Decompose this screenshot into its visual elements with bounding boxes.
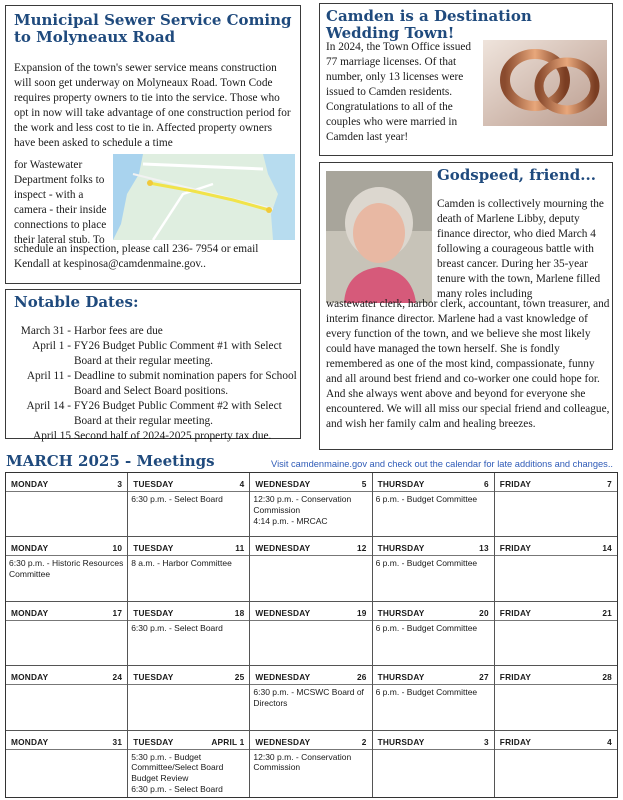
wedding-rings-image: [483, 40, 607, 126]
meeting-event: 6 p.m. - Budget Committee: [375, 494, 478, 504]
day-events: [128, 750, 249, 798]
day-number: 19: [356, 607, 367, 618]
calendar-day-header: [128, 473, 249, 492]
weekday-label: FRIDAY: [499, 607, 532, 618]
day-number: 31: [112, 736, 123, 747]
godspeed-article: [319, 162, 613, 450]
meeting-event: 6:30 p.m. - Select Board: [131, 622, 223, 633]
date-label: April 1 -: [32, 340, 71, 353]
calendar-day-cell: [373, 731, 495, 798]
calendar-website-note[interactable]: Visit camdenmaine.gov and check out the calendar for late additions and changes..: [271, 459, 613, 469]
day-number: 17: [112, 607, 123, 618]
calendar-day-header: [6, 731, 127, 750]
day-number: 24: [112, 672, 123, 683]
calendar-day-cell: [6, 473, 128, 537]
calendar-day-cell: [373, 666, 495, 730]
weekday-label: MONDAY: [11, 672, 49, 683]
day-number: 21: [602, 607, 612, 618]
notable-dates-title: Notable Dates:: [14, 293, 139, 311]
day-events: [373, 685, 494, 700]
calendar-day-cell: [495, 602, 617, 666]
calendar-day-header: [6, 537, 127, 556]
calendar-day-cell: [373, 602, 495, 666]
calendar-day-header: [373, 473, 494, 492]
day-number: 20: [479, 607, 489, 618]
weekday-label: FRIDAY: [499, 672, 532, 683]
day-number: 7: [607, 479, 612, 489]
meeting-event: 12:30 p.m. - Conservation Commission: [253, 494, 352, 515]
calendar-title: MARCH 2025 - Meetings: [6, 452, 215, 470]
calendar-day-cell: [128, 473, 250, 537]
calendar-day-header: [495, 666, 617, 685]
marlene-libby-portrait-image: [326, 171, 432, 303]
day-number: 28: [602, 672, 612, 683]
day-events: [6, 492, 127, 496]
calendar-day-cell: [373, 473, 495, 537]
day-number: APRIL 1: [211, 736, 245, 747]
calendar-day-cell: [128, 537, 250, 601]
calendar-day-header: [6, 473, 127, 492]
date-text: Second half of 2024-2025 property tax due.: [74, 430, 272, 443]
calendar-day-cell: [250, 731, 372, 798]
calendar-day-header: [128, 537, 249, 556]
meeting-event: 6 p.m. - Budget Committee: [375, 558, 478, 569]
day-number: 26: [356, 672, 367, 683]
weekday-label: THURSDAY: [377, 607, 425, 618]
meeting-event: 6 p.m. - Budget Committee: [375, 687, 478, 698]
day-events: [495, 685, 617, 689]
day-number: 4: [239, 479, 245, 489]
date-text: Deadline to submit nomination papers for School Board and Select Board positions.: [74, 370, 297, 398]
day-events: [250, 621, 371, 625]
day-events: [128, 621, 249, 636]
day-events: [6, 750, 127, 754]
calendar-day-cell: [6, 537, 128, 601]
day-events: [6, 556, 127, 582]
day-number: 3: [117, 479, 123, 489]
weekday-label: TUESDAY: [133, 479, 174, 489]
calendar-day-cell: [6, 731, 128, 798]
date-label: April 15: [33, 430, 71, 443]
day-events: [373, 621, 494, 636]
date-label: April 14 -: [26, 400, 71, 413]
day-events: [495, 750, 617, 754]
weekday-label: MONDAY: [11, 736, 49, 747]
weekday-label: WEDNESDAY: [255, 607, 311, 618]
calendar-day-cell: [373, 537, 495, 601]
meeting-event: 8 a.m. - Harbor Committee: [131, 558, 232, 569]
weekday-label: MONDAY: [11, 607, 49, 618]
day-number: 11: [235, 543, 245, 554]
weekday-label: FRIDAY: [499, 736, 532, 747]
meeting-event: 12:30 p.m. - Conservation Commission: [253, 751, 352, 773]
day-number: 6: [483, 479, 489, 489]
day-events: [373, 492, 494, 507]
sewer-paragraph-1: Expansion of the town's sewer service means construction will soon get underway on Molyneaux Road. Town Code requires property owners to tie into the service. Those who opt in now will take advantage of one construction period for the work and less cost to tie in. Affected property owners have been asked to schedule a time: [14, 62, 291, 150]
calendar-day-cell: [128, 731, 250, 798]
sewer-route-map-image: [113, 154, 295, 240]
day-events: [495, 492, 617, 496]
day-events: [250, 685, 371, 711]
calendar-day-cell: [250, 473, 372, 537]
meeting-event: 4:14 p.m. - MRCAC: [253, 515, 328, 526]
date-label: April 11 -: [26, 370, 71, 383]
date-label: March 31 -: [20, 325, 71, 337]
godspeed-title: Godspeed, friend...: [437, 166, 596, 184]
day-number: 3: [483, 736, 489, 747]
calendar-day-header: [6, 666, 127, 685]
weekday-label: THURSDAY: [377, 543, 425, 554]
calendar-day-header: [373, 602, 494, 621]
weekday-label: FRIDAY: [499, 543, 532, 554]
calendar-day-header: [6, 602, 127, 621]
weekday-label: MONDAY: [11, 543, 49, 554]
calendar-day-header: [495, 731, 617, 750]
day-events: [495, 556, 617, 560]
calendar-day-header: [495, 602, 617, 621]
meeting-event: 6:30 p.m. - Historic Resources Committee: [9, 558, 124, 580]
wedding-article: [319, 3, 613, 156]
sewer-paragraph-2: for Wastewater Department folks to inspect - with a camera - their inside connections to place their lateral stub. To: [14, 159, 107, 247]
calendar-day-header: [373, 537, 494, 556]
weekday-label: WEDNESDAY: [255, 672, 311, 683]
meeting-event: 6:30 p.m. - MCSWC Board of Directors: [253, 687, 364, 708]
wedding-paragraph: In 2024, the Town Office issued 77 marriage licenses. Of that number, only 13 licenses were issued to Camden residents. Congratulations to all of the couples who were married in Camden last year!: [326, 41, 472, 144]
meeting-event: 6:30 p.m. - Select Board: [131, 784, 223, 795]
meetings-calendar: [5, 472, 618, 798]
date-item: [12, 324, 298, 339]
weekday-label: WEDNESDAY: [255, 736, 311, 747]
day-events: [495, 621, 617, 625]
wedding-title: Camden is a Destination Wedding Town!: [326, 7, 532, 43]
day-number: 13: [479, 543, 489, 554]
calendar-day-cell: [495, 473, 617, 537]
godspeed-paragraph-1: Camden is collectively mourning the death of Marlene Libby, deputy finance director, who died March 4 following a courageous battle with breast cancer. During her 35-year tenure with the town, Marlene filled many roles including: [437, 198, 604, 301]
day-number: 25: [234, 672, 245, 683]
calendar-day-header: [373, 731, 494, 750]
calendar-day-header: [250, 731, 371, 750]
meeting-event: 5:30 p.m. - Budget Committee/Select Board Budget Review: [131, 751, 224, 784]
weekday-label: TUESDAY: [133, 607, 174, 618]
day-events: [250, 750, 371, 776]
date-text: FY26 Budget Public Comment #1 with Select Board at their regular meeting.: [74, 340, 282, 368]
calendar-day-cell: [495, 666, 617, 730]
day-number: 4: [607, 736, 612, 747]
sewer-article: [5, 5, 301, 284]
meeting-event: 6:30 p.m. - Select Board: [131, 494, 223, 504]
day-number: 12: [356, 543, 367, 554]
meeting-event: 6 p.m. - Budget Committee: [375, 622, 478, 633]
sewer-title: Municipal Sewer Service Coming to Molyneaux Road: [14, 11, 292, 47]
weekday-label: WEDNESDAY: [255, 543, 311, 554]
calendar-day-header: [373, 666, 494, 685]
date-item: [12, 339, 298, 369]
day-events: [128, 492, 249, 507]
weekday-label: TUESDAY: [133, 672, 174, 683]
notable-dates-list: [12, 324, 298, 444]
calendar-day-cell: [250, 666, 372, 730]
date-text: FY26 Budget Public Comment #2 with Select Board at their regular meeting.: [74, 400, 282, 428]
weekday-label: TUESDAY: [133, 736, 174, 747]
weekday-label: MONDAY: [11, 479, 49, 489]
calendar-day-cell: [495, 731, 617, 798]
day-events: [6, 621, 127, 625]
day-number: 18: [234, 607, 245, 618]
weekday-label: THURSDAY: [377, 479, 425, 489]
calendar-day-header: [250, 666, 371, 685]
date-item: [12, 399, 298, 429]
date-text: Harbor fees are due: [74, 325, 163, 337]
calendar-day-header: [495, 473, 617, 492]
notable-dates: [5, 289, 301, 443]
calendar-day-cell: [495, 537, 617, 601]
day-events: [128, 685, 249, 689]
calendar-day-header: [250, 602, 371, 621]
date-item: [12, 369, 298, 399]
day-events: [250, 492, 371, 529]
day-events: [250, 556, 371, 560]
godspeed-paragraph-2: wastewater clerk, harbor clerk, accountant, town treasurer, and interim finance director. Marlene had a vast knowledge of every function of the town, and we believe she most likely could have managed the town herself. She is fondly remembered as one of the most kind, compassionate, funny and all around best friend and co-worker one could hope for. And she always went above and beyond for everyone she encountered. We will all miss our special friend and colleague, and wish her family calm and healing breezes.: [326, 298, 610, 431]
weekday-label: TUESDAY: [133, 543, 174, 554]
day-events: [373, 556, 494, 571]
day-number: 5: [361, 479, 367, 489]
weekday-label: THURSDAY: [377, 736, 425, 747]
day-number: 14: [602, 543, 612, 554]
calendar-day-cell: [250, 537, 372, 601]
weekday-label: THURSDAY: [377, 672, 425, 683]
day-events: [128, 556, 249, 571]
weekday-label: FRIDAY: [499, 479, 532, 489]
calendar-day-header: [250, 537, 371, 556]
calendar-day-cell: [128, 666, 250, 730]
calendar-day-cell: [250, 602, 372, 666]
date-item: [12, 429, 298, 444]
day-number: 27: [479, 672, 489, 683]
calendar-day-cell: [128, 602, 250, 666]
calendar-day-header: [495, 537, 617, 556]
weekday-label: WEDNESDAY: [255, 479, 311, 489]
day-events: [373, 750, 494, 754]
calendar-day-header: [128, 602, 249, 621]
calendar-day-header: [128, 666, 249, 685]
calendar-day-header: [250, 473, 371, 492]
calendar-day-cell: [6, 666, 128, 730]
day-number: 2: [361, 736, 367, 747]
day-number: 10: [112, 543, 123, 554]
day-events: [6, 685, 127, 689]
calendar-day-header: [128, 731, 249, 750]
sewer-paragraph-3: schedule an inspection, please call 236- 7954 or email Kendall at kespinosa@camdenmaine.gov..: [14, 243, 259, 271]
calendar-day-cell: [6, 602, 128, 666]
